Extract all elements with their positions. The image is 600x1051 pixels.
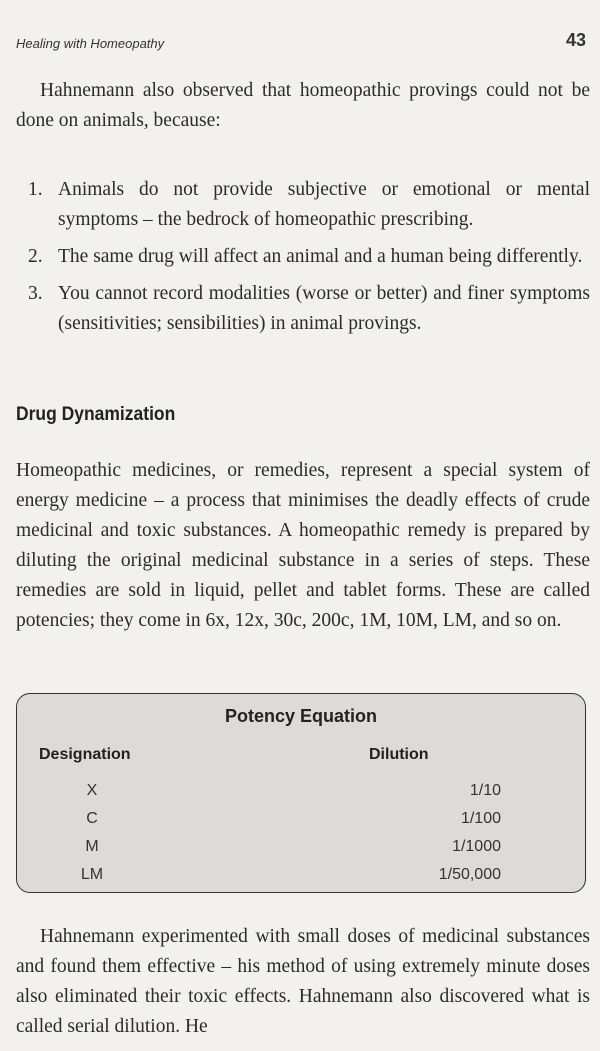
table-row bbox=[17, 782, 585, 806]
designation-cell: C bbox=[86, 810, 98, 827]
table-row bbox=[17, 810, 585, 834]
table-row bbox=[17, 866, 585, 890]
dilution-cell: 1/1000 bbox=[452, 838, 501, 855]
list-item bbox=[16, 279, 590, 339]
section-paragraph: Homeopathic medicines, or remedies, represent a special system of energy medicine – a process that minimises the deadly effects of crude medicinal and toxic substances. A homeopathic remedy is prepared by diluting the original medicinal substance in a series of steps. These remedies are sold in liquid, pellet and tablet forms. These are called potencies; they come in 6x, 12x, 30c, 200c, 1M, 10M, LM, and so on. bbox=[16, 460, 590, 631]
reasons-list bbox=[16, 175, 590, 346]
list-item-number: 1. bbox=[28, 179, 43, 200]
dilution-cell: 1/10 bbox=[469, 782, 501, 799]
list-item-number: 2. bbox=[28, 246, 43, 267]
list-item-number: 3. bbox=[28, 283, 43, 304]
designation-cell: X bbox=[86, 782, 98, 799]
intro-paragraph: Hahnemann also observed that homeopathic provings could not be done on animals, because: bbox=[16, 80, 590, 131]
closing-paragraph: Hahnemann experimented with small doses of medicinal substances and found them effective – his method of using extremely minute doses also eliminated their toxic effects. Hahnemann also discovered what is called serial dilution. He bbox=[16, 926, 590, 1037]
list-item-text: You cannot record modalities (worse or better) and finer symptoms (sensitivities; sensibilities) in animal provings. bbox=[58, 283, 590, 334]
list-item bbox=[16, 242, 590, 272]
dilution-cell: 1/100 bbox=[460, 810, 501, 827]
designation-cell: LM bbox=[80, 866, 104, 883]
page-number: 43 bbox=[565, 30, 586, 50]
list-item bbox=[16, 175, 590, 235]
designation-cell: M bbox=[85, 838, 99, 855]
box-title: Potency Equation bbox=[224, 706, 377, 726]
section-heading: Drug Dynamization bbox=[16, 404, 176, 425]
running-head: Healing with Homeopathy bbox=[16, 36, 165, 51]
designation-column-header: Designation bbox=[39, 746, 131, 763]
potency-equation-box bbox=[16, 693, 586, 893]
dilution-column-header: Dilution bbox=[369, 746, 429, 763]
table-row bbox=[17, 838, 585, 862]
list-item-text: The same drug will affect an animal and a human being differently. bbox=[58, 246, 583, 267]
dilution-cell: 1/50,000 bbox=[438, 866, 501, 883]
list-item-text: Animals do not provide subjective or emotional or mental symptoms – the bedrock of homeopathic prescribing. bbox=[58, 179, 590, 230]
